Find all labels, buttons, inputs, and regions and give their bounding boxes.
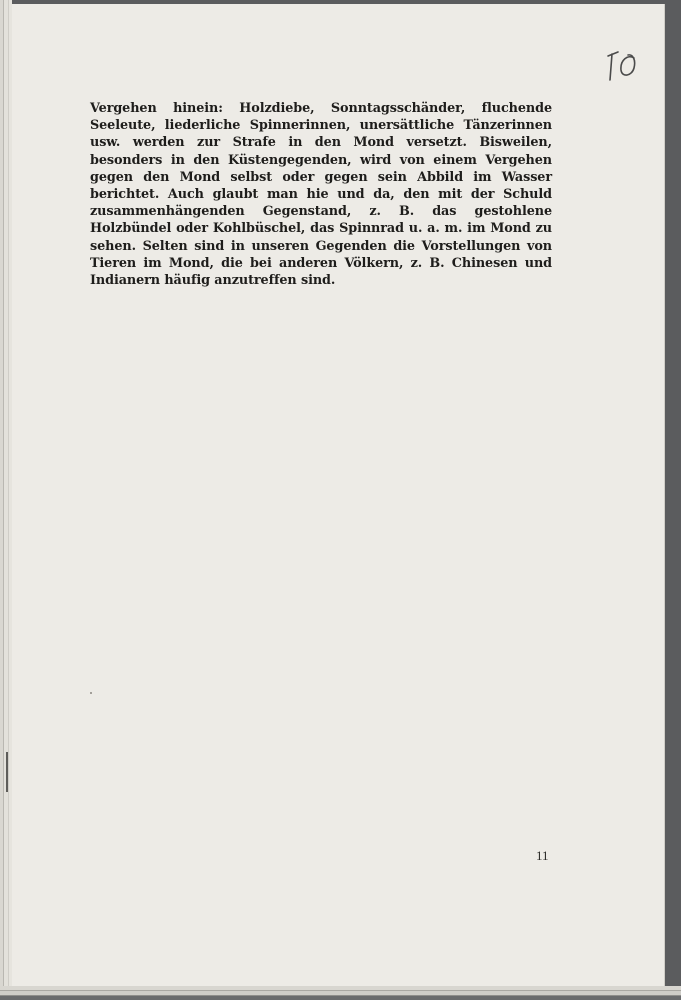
handwritten-folio-number — [606, 46, 640, 82]
scan-background — [665, 0, 681, 1000]
page-stack-edge — [0, 0, 12, 1000]
page-stack-bottom-edge — [0, 986, 681, 1000]
paper-speck — [90, 692, 92, 694]
handwritten-folio-text: 70 — [606, 46, 608, 47]
body-paragraph: Vergehen hinein: Holzdiebe, Sonntagsschänder, fluchende Seeleute, liederliche Spinnerinnen, unersättliche Tänzerinnen usw. werden zur Strafe in den Mond versetzt. Bisweilen, besonders in den Küstengegenden, wird von einem Vergehen gegen den Mond selbst oder gegen sein Abbild im Wasser berichtet. Auch glaubt man hie und da, den mit der Schuld zusammenhängenden Gegenstand, z. B. das gestohlene Holzbündel oder Kohlbüschel, das Spinnrad u. a. m. im Mond zu sehen. Selten sind in unseren Gegenden die Vorstellungen von Tieren im Mond, die bei anderen Völkern, z. B. Chinesen und Indianern häufig anzutreffen sind. — [90, 101, 552, 289]
binding-mark — [6, 752, 8, 792]
page-number: 11 — [536, 848, 549, 863]
